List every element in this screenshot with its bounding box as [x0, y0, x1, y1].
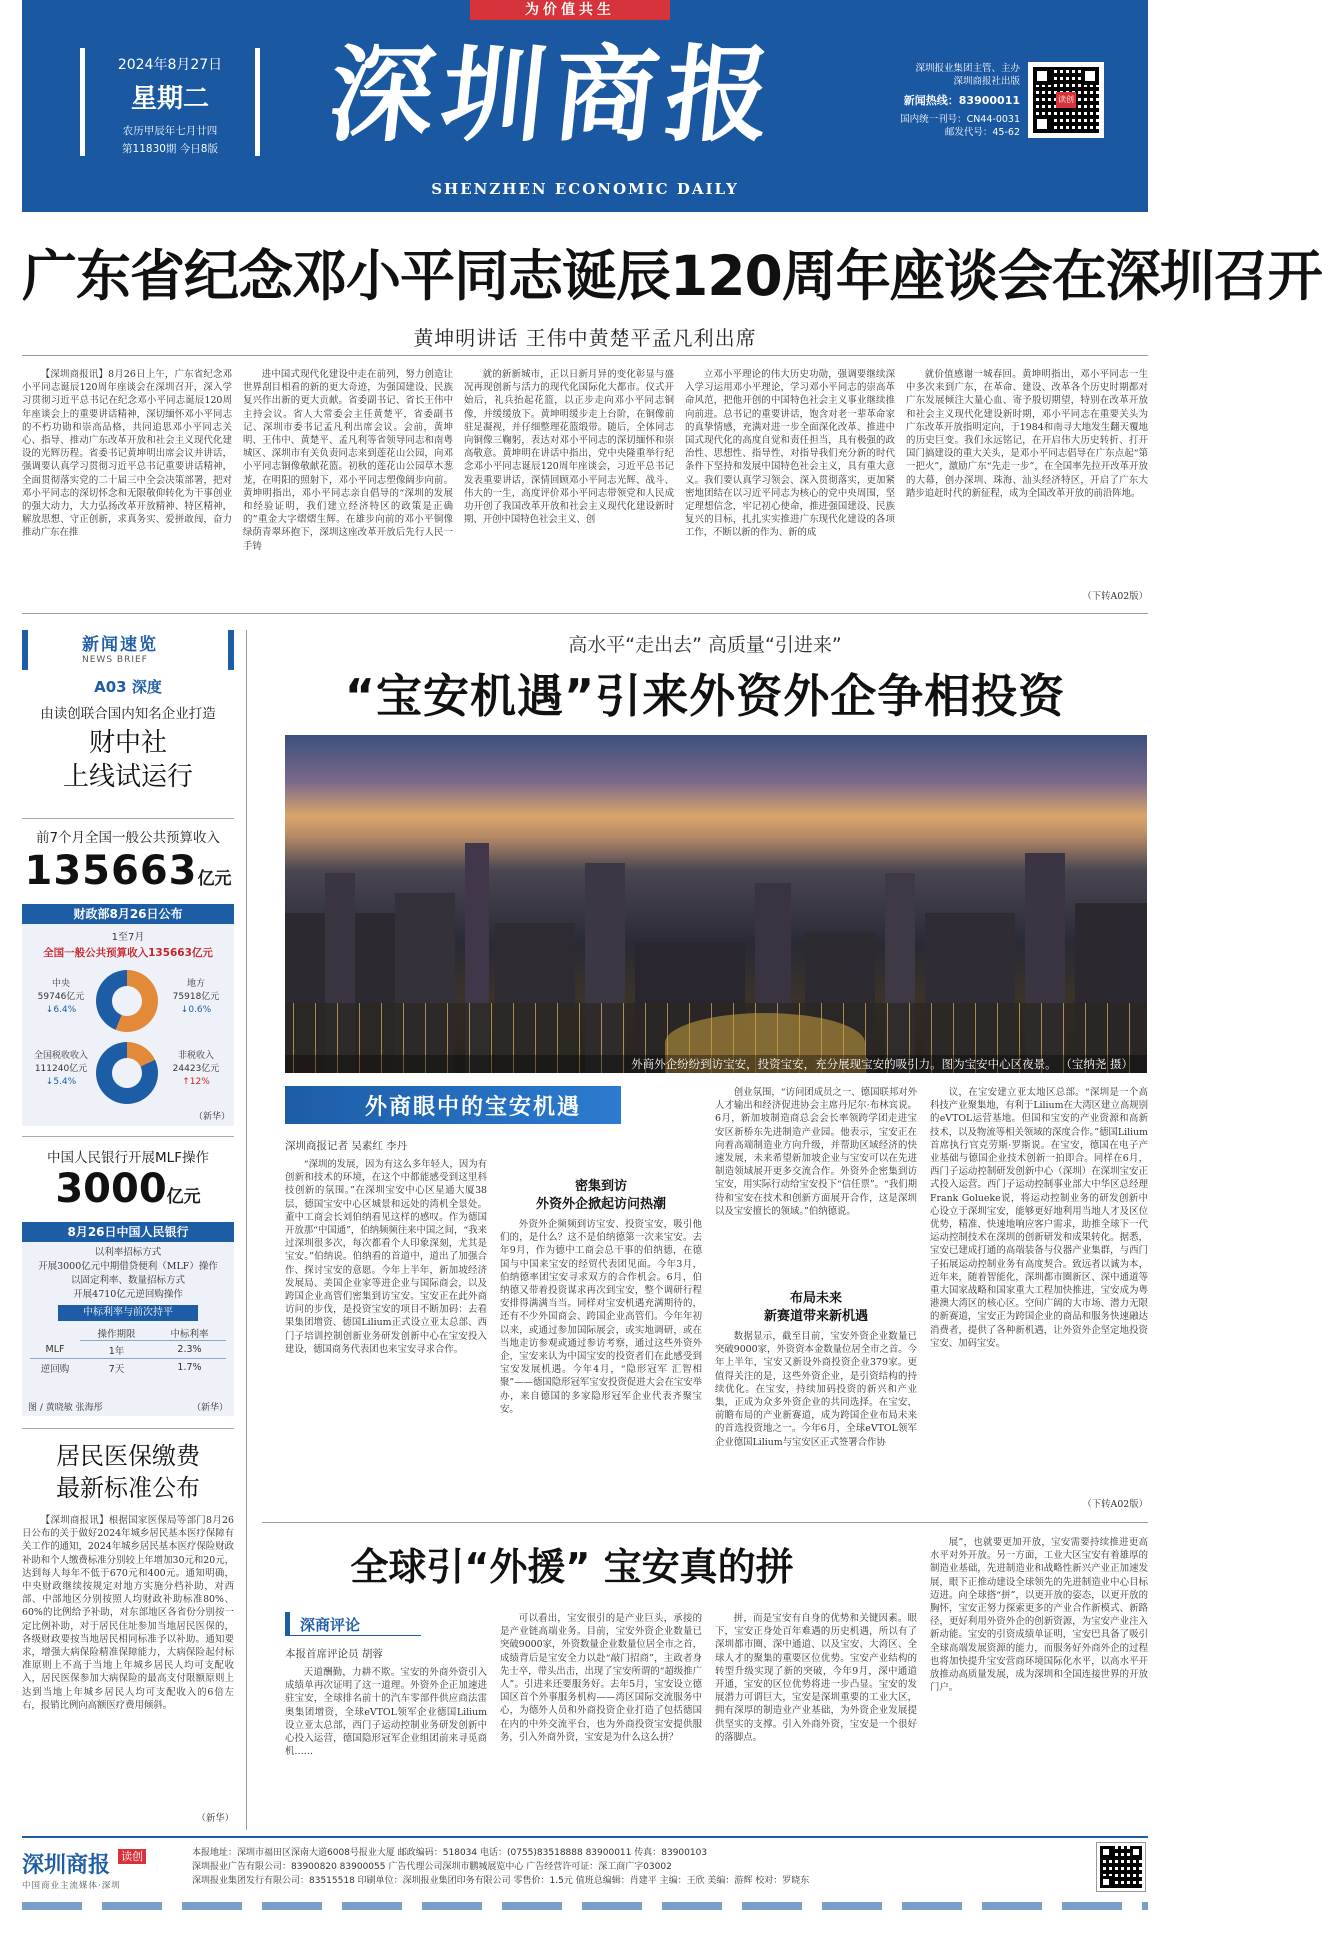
brief-item-2-figure[interactable]: 135663亿元	[24, 848, 232, 894]
lead-column-4: 立邓小平理论的伟大历史功勋，强调要继续深入学习运用邓小平理论，学习邓小平同志的崇高革命风范，把他开创的中国特色社会主义事业继续推向前进。总书记的重要讲话，饱含对老一辈革命家的真挚情感，充满对进一步全面深化改革、推进中国式现代化的高度自觉和责任担当，具有极强的政治性、思想性、指导性，对指导我们充分新的时代条件下坚持和发展中国特色社会主义，具有重大意义。我们要认真学习领会、深入贯彻落实，更加紧密地团结在以习近平同志为核心的党中央周围，坚定理想信念，牢记初心使命，推进强国建设、民族复兴的目标，扎扎实实推进广东现代化建设的各项工作，不断以新的作为、新的成	[685, 369, 895, 539]
mlf-th-2: 中标利率	[153, 1326, 226, 1341]
cn-number: 国内统一刊号：CN44-0031	[900, 114, 1020, 125]
fin-tax-growth: ↓5.4%	[45, 1077, 77, 1087]
finance-donut-2	[96, 1042, 158, 1104]
brief-item-2-kicker: 前7个月全国一般公共预算收入	[35, 830, 221, 846]
feature-banner-text: 外商眼中的宝安机遇	[365, 1095, 582, 1120]
mlf-credit: 图 / 黄晓敏 张海彤	[28, 1403, 103, 1413]
publisher-line-2: 深圳商报社出版	[953, 76, 1020, 87]
footer-logo-text: 深圳商报	[22, 1852, 111, 1878]
finance-bar: 财政部8月26日公布	[22, 904, 234, 924]
mlf-cell: 2.3%	[177, 1344, 202, 1355]
footer-info	[192, 1846, 1062, 1888]
news-hotline: 新闻热线：83900011	[903, 94, 1020, 107]
feature-banner	[285, 1086, 621, 1124]
publisher-info	[880, 62, 1020, 139]
publisher-line: 深圳报业集团主管、主办	[915, 63, 1020, 74]
fin-central-value: 59746亿元	[37, 992, 85, 1002]
mlf-cell: 逆回购	[40, 1363, 70, 1375]
lead-column-3: 就的新新城市，正以日新月异的变化彰显与盛况再现创新与活力的现代化国际化大都市。仪式开始后，礼兵抬起花篮，以正步走向邓小平同志铜像，并缓缓放下。黄坤明缓步走上台阶，在铜像前驻足凝视，并仔细整理花篮缎带。随后，全体同志向铜像三鞠躬，表达对邓小平同志的深切缅怀和崇高敬意。黄坤明在讲话中指出，党中央隆重举行纪念邓小平同志诞辰120周年座谈会，习近平总书记发表重要讲话，深情回顾邓小平同志光辉、战斗、伟大的一生，高度评价邓小平同志带领党和人民成功开创了我国改革开放和社会主义现代化建设新时期、开创中国特色社会主义、创	[464, 369, 674, 526]
feature-column-1: “深圳的发展，因为有这么多年轻人，因为有创新和技术的环境，在这个中都能感受到这里科技创新的氛围。”在深圳宝安中心区星通大厦38层，德国宝安中心区城景和远处的湾机全景处。董中工商会长刘伯纳看见这样的感叹。作为德国开放那“中国通”，伯纳频频往来中国之间，“我来过深圳很多次，每次都看个人印象深刻，尤其是宝安。”伯纳说。伯纳看的首道中，道出了加强合作、探讨宝安的意愿。今年上半年，新加坡经济发展局、美国企业家等进企业与国际商会，以及跨国企业高管们密集到访宝安。宝安正在此外商访问的步伐，是投资宝安的项目不断加码：去看果集团增资、德国Lilium正式设立亚太总部、西门子培训控制创新业务研发创新中心在宝安投入建设，德国商务代表团也来宝安寻求合作。	[285, 1159, 487, 1355]
fin-tax-label: 全国税收收入	[33, 1051, 88, 1061]
date-box	[80, 48, 260, 156]
issue-date: 2024年8月27日	[117, 57, 223, 73]
mlf-th-1: 操作期限	[80, 1326, 153, 1341]
fin-nontax-value: 24423亿元	[172, 1064, 220, 1074]
fin-local-growth: ↓0.6%	[180, 1005, 212, 1015]
lead-column-5: 就价值感谢一城春回。黄坤明指出，邓小平同志一生中多次来到广东，在革命、建设、改革各个历史时期都对广东发展倾注大量心血、寄予殷切期望，特别在改革开放和社会主义现代化建设新时期，邓小平同志在重要关头为广东改革开放指明定向，于1984和南寻大地发生翻天覆地的历史巨变。我们永远铭记，在开启伟大历史转折、打开国门搞建设的重大关头，是邓小平同志倡导在广东点起“第一把火”，激励广东“先走一步”，在全国率先拉开改革开放的大幕，创办深圳、珠海、汕头经济特区，开启了广东大踏步追赶时代的新征程，成为全国改革开放的前沿阵地。	[906, 369, 1148, 499]
lead-column-1: 【深圳商报讯】8月26日上午，广东省纪念邓小平同志诞辰120周年座谈会在深圳召开，深入学习贯彻习近平总书记在纪念邓小平同志诞辰120周年座谈会上的重要讲话精神，深切缅怀邓小平同志的不朽功勋和崇高品格，共同追思邓小平同志关心、指导、推动广东改革开放和社会主义现代化建设的光辉历程。省委书记黄坤明出席会议并讲话，强调要认真学习贯彻习近平总书记重要讲话精神，全面贯彻落实党的二十届三中全会决策部署，把对邓小平同志的深切怀念和无限敬仰转化为干事创业的强大动力，大力弘扬改革开放精神、特区精神，解放思想、守正创新，求真务实、爱拼敢闯，奋力推动广东在推	[22, 369, 232, 539]
commentary-column-2: 可以看出，宝安很引的是产业巨头，承接的是产业链高端业务。目前，宝安外资企业数量已突破9000家，外资数量企业数量位居全市之首，成绩背后是宝安全力以赴“敲门招商”，主政者身先士卒，带头出击，出现了宝安所谓的“超级推广人”。引进来还要服务好。去年5月，宝安设立德国区首个外事服务机构——湾区国际交流服务中心，为德外人员和外商投资企业打造了包括德国在内的中外交流平台，也为外商投资宝安提供服务，引入外商外资，宝安是为什么这么拼？	[500, 1613, 702, 1743]
mlf-infographic	[22, 1222, 234, 1416]
mlf-cell: MLF	[45, 1343, 65, 1355]
mlf-line-3: 以固定利率、数量招标方式	[70, 1275, 185, 1286]
fin-local-value: 75918亿元	[172, 992, 220, 1002]
lunar-date: 农历甲辰年七月廿四	[122, 125, 218, 137]
mlf-line-2: 开展3000亿元中期借贷便利（MLF）操作	[38, 1261, 218, 1272]
feature-col2-subhead: 密集到访 外资外企掀起访问热潮	[535, 1179, 666, 1212]
postal-code: 邮发代号：45-62	[944, 127, 1020, 138]
footer-line-3: 深圳报业集团发行有限公司：83515518 印刷单位：深圳报业集团印务有限公司 零售价：1.5元 值班总编辑：肖建平 主编：王欣 美编：游辉 校对：罗晓东	[192, 1876, 810, 1886]
commentary-tag	[285, 1612, 421, 1636]
footer-logo	[22, 1848, 182, 1891]
feature-byline: 深圳商报记者 吴素红 李丹	[285, 1140, 408, 1152]
feature-continued[interactable]: （下转A02版）	[1082, 1499, 1148, 1510]
newspaper-logo: 深圳商报	[323, 33, 785, 156]
divider	[22, 1836, 1148, 1838]
qr-badge: 读创	[1056, 92, 1076, 108]
issue-weekday: 星期二	[130, 84, 209, 114]
qr-code-icon[interactable]	[1028, 62, 1104, 138]
fin-local-label: 地方	[186, 979, 205, 989]
divider	[22, 1428, 234, 1429]
brief-item-1-tag[interactable]: A03 深度	[94, 678, 162, 696]
fin-central-growth: ↓6.4%	[45, 1005, 77, 1015]
fin-nontax-growth: ↑12%	[182, 1077, 210, 1087]
fin-central-label: 中央	[51, 979, 70, 989]
feature-column-3b: 数据显示，截至目前，宝安外资企业数量已突破9000家，外资资本金数量位居全市之首。今年上半年，宝安又新设外商投资企业379家。更值得关注的是，这些外资企业，是引资结构的持续优化。在宝安，持续加码投资的新兴和产业集，正成为众多外资企业的共同选择。在宝安，前瞻布局的产业新赛道，成为跨国企业布局未来的首选投资地之一。今年6月，全球eVTOL领军企业德国Lilium与宝安区正式签署合作协	[715, 1331, 917, 1448]
lead-subhead: 黄坤明讲话 王伟中黄楚平孟凡利出席	[413, 326, 757, 350]
commentary-column-4: 展”，也就要更加开放，宝安需要持续推进更高水平对外开放。另一方面，工业大区宝安有着雄厚的制造业基础，先进制造业和战略性新兴产业正加速发展，眼下正推动建设全球领先的先进制造业中心目标迈进。向全球搭“拼”，以更开放的姿态，以更开放的胸怀，宝安正努力探索更多的产业合作新模式、新路径，更好利用外资外企的创新资源，为宝安产业注入新动能。宝安的引资成绩单证明，宝安巴具备了吸引全球高端发展资源的能力，而服务好外商外企的过程也将加快提升宝安营商环境国际化水平，以高水平开放推动高质量发展，成为深圳和全国连接世界的开放门户。	[930, 1537, 1148, 1694]
column-divider	[246, 630, 247, 1830]
feature-kicker: 高水平“走出去” 高质量“引进来”	[568, 634, 842, 656]
brief-item-4-body: 【深圳商报讯】根据国家医保局等部门8月26日公布的关于做好2024年城乡居民基本医疗保障有关工作的通知，2024年城乡居民基本医疗保险财政补助和个人缴费标准分别较上年增加30元和20元，达到每人每年不低于670元和400元。通知明确，中央财政继续按规定对地方实施分档补助，对西部、中部地区分别按照人均财政补助标准80%、60%的比例给予补助，对东部地区各省份分别按一定比例补助，对于居民住址参加当地居民医保的，各级财政要按当地居民相同标准予以补助。通知要求，增强大病保险精准保障能力，大病保险起付标准原则上不高于当地上年城乡居民人均可支配收入，居民医保参加大病保险的最高支付限额原则上达到当地上年城乡居民人均可支配收入的6倍左右，报销比例向高额医疗费用倾斜。	[22, 1515, 234, 1711]
footer-qr-code-icon[interactable]	[1096, 1842, 1146, 1892]
divider	[22, 818, 234, 819]
mlf-line-1: 以利率招标方式	[94, 1247, 162, 1258]
commentary-column-3: 拼，而是宝安有自身的优势和关键因素。眼下，宝安正身处百年难遇的历史机遇，所以有了深圳都市圈、深中通道、以及宝安、大湾区、全球人才的聚集的重要区位优势。宝安产业结构的转型升级实现了新的突破，今年9月，深中通道开通，宝安的区位优势将进一步凸显。宝安的发展潜力可谓巨大，宝安是深圳重要的工业大区，拥有深厚的制造业产业基础，为外资企业发展提供坚实的支撑。引入外商外资，宝安是一个很好的落脚点。	[715, 1613, 917, 1743]
feature-col3-subhead: 布局未来 新赛道带来新机遇	[763, 1291, 868, 1324]
fin-nontax-label: 非税收入	[177, 1051, 214, 1061]
divider	[22, 613, 1148, 614]
finance-donut-1	[96, 970, 158, 1032]
commentary-column-1: 天道酬勤，力耕不欺。宝安的外商外资引入成绩单再次证明了这一道理。外资外企正加速进驻宝安，全球排名前十的汽车零部件供应商法雷奥集团增资，全球eVTOL领军企业德国Lilium设立亚太总部，西门子运动控制业务研发创新中心投入运营，德国隐形冠军企业组团前来寻觅商机……	[285, 1667, 487, 1758]
fin-tax-value: 111240亿元	[34, 1064, 88, 1074]
commentary-headline[interactable]: 全球引“外援” 宝安真的拼	[350, 1545, 794, 1589]
mlf-cell: 1.7%	[177, 1362, 202, 1374]
footer-line-1: 本报地址：深圳市福田区深南大道6008号报业大厦 邮政编码：518034 电话：(0755)83518888 83900011 传真：83900103	[192, 1848, 708, 1858]
newspaper-logo-english: SHENZHEN ECONOMIC DAILY	[431, 180, 739, 198]
feature-headline[interactable]: “宝安机遇”引来外资外企争相投资	[344, 669, 1066, 723]
news-brief-header	[22, 630, 234, 670]
feature-photo[interactable]	[285, 735, 1147, 1073]
footer-logo-tag: 读创	[118, 1849, 146, 1864]
mlf-source: （新华）	[191, 1403, 228, 1413]
divider	[22, 1136, 234, 1137]
masthead-slogan: 为价值共生	[470, 0, 670, 20]
divider	[262, 1522, 1148, 1523]
divider	[22, 355, 1148, 356]
brief-item-1-kicker: 由读创联合国内知名企业打造	[40, 706, 216, 722]
finance-source: （新华）	[193, 1112, 230, 1122]
finance-infographic	[22, 904, 234, 1126]
footer-tagline: 中国商业主流媒体·深圳	[22, 1881, 121, 1891]
brief-item-3-figure[interactable]: 3000亿元	[55, 1166, 201, 1212]
footer-bottom-bar	[22, 1902, 1148, 1910]
photo-caption: 外商外企纷纷到访宝安，投资宝安，充分展现宝安的吸引力。图为宝安中心区夜景。 （宝纳尧 摄）	[285, 1055, 1147, 1073]
footer-line-2: 深圳报业广告有限公司：83900820 83900055 广告代理公司深圳市鹏城展览中心 广告经营许可证：深工商广字03002	[192, 1862, 672, 1872]
commentary-byline: 本报首席评论员 胡蓉	[285, 1648, 383, 1660]
mlf-table	[30, 1326, 226, 1377]
lead-continued[interactable]: （下转A02版）	[1082, 591, 1148, 602]
mlf-line-4: 开展4710亿元逆回购操作	[73, 1289, 183, 1300]
brief-item-1-title[interactable]: 财中社 上线试运行	[62, 728, 193, 792]
mlf-cell: 1年	[108, 1345, 125, 1357]
lead-headline[interactable]: 广东省纪念邓小平同志诞辰120周年座谈会在深圳召开	[22, 244, 1322, 308]
finance-period: 1至7月	[111, 932, 145, 943]
brief-item-4-source: （新华）	[196, 1813, 234, 1824]
mlf-cell: 7天	[108, 1363, 125, 1375]
issue-number: 第11830期 今日8版	[122, 143, 218, 155]
brief-item-4-title[interactable]: 居民医保缴费 最新标准公布	[56, 1442, 200, 1502]
mlf-bar: 8月26日中国人民银行	[22, 1222, 234, 1242]
lead-column-2: 进中国式现代化建设中走在前列，努力创造让世界刮目相看的新的更大奇迹，为强国建设、民族复兴作出新的更大贡献。省委副书记、省长王伟中主持会议。省人大常委会主任黄楚平，省委副书记、深圳市委书记孟凡利出席会议。会前，黄坤明、王伟中、黄楚平、孟凡利等省领导同志和南粤城区、深圳市有关负责同志来到莲花山公园，向邓小平同志铜像敬献花篮。初秋的莲花山公园草木葱茏，在明阳的照射下，邓小平同志塑像阔步向前。黄坤明指出，邓小平同志亲自倡导的“深圳的发展和经验证明，我们建立经济特区的政策是正确的”重金大字熠熠生辉。在雄步向前的邓小平铜像绿荫青翠环抱下，深圳这座改革开放后先行人民一手铸	[243, 369, 453, 552]
commentary-tag-label: 深商评论	[300, 1616, 361, 1634]
brief-item-3-kicker: 中国人民银行开展MLF操作	[47, 1150, 209, 1166]
news-brief-title: 新闻速览	[82, 635, 158, 655]
feature-column-4: 议，在宝安建立亚太地区总部。“深圳是一个高科技产业聚集地，有利于Lilium在大湾区建立高规别的eVTOL运营基地。但国和宝安的产业资源和高新技术，以及物流等相关领域的深度合作。”德国Lilium首席执行官克劳斯·罗斯说。在宝安，德国在电子产业基础与德国企业技术创新一拍即合。同样在6月，西门子运动控制研发创新中心（深圳）在深圳宝安正式投入运营。西门子运动控制事业部大中华区总经理Frank Golueke说，将运动控制业务的研发创新中心设立于深圳宝安，能够更好地利用当地人才及区位优势，精准、快速地响应客户需求，助推全球下一代运动控制技术在深圳的创新研发和成果转化。据悉，宝安已建成打通的高端装备与仪器产业集群，与西门子拓展运动控制业务有高度契合。致远者以诚为本，近年来，随着智能化，深圳都市圈新区、深中通道等重大国家战略和国家重大工程加快推进，宝安成为粤港澳大湾区的核心区。空间广阔的大市场、潜力无限的新赛道，宝安正为跨国企业的商品和服务快速融达消费者，提供了各种新机遇，让外资外企坚定地投资宝安、加码宝安。	[930, 1087, 1148, 1349]
finance-title: 全国一般公共预算收入135663亿元	[43, 947, 213, 959]
feature-column-3: 创业氛围，“访问团成员之一、德国联邦对外人才输出和经济促进协会主席丹尼尔·布林宾说。6月，新加坡制造商总会会长率领跨学团走进宝安区新桥东先进制造产业园。他表示，宝安正在向着高端制造业方向升级，并帮助区域经济的快速发展，未来希望新加坡企业与宝安可以在先进制造领域展开更多交流合作。外资外企密集到访宝安，用实际行动给宝安投下“信任票”。“我们期待和宝安在技术和创新方面展开合作，这是深圳以及宝安擅长的领域。”伯纳德说。	[715, 1087, 917, 1217]
feature-column-2: 外资外企频频到访宝安、投资宝安，吸引他们的，是什么？这不是伯纳德第一次来宝安。去年9月，作为德中工商会总干事的伯纳德，在德国与中国来宝安的经贸代表团见面。今年3月，伯纳德率团宝安寻求双方的合作机会。6月，伯纳德又带着投资谋求再次到宝安，整个调研行程安排得满满当当。同样对宝安机遇充满期待的，还有不少外国商会、跨国企业高管们。今年年初以来，或通过参加国际展会，或实地调研，或在当地走访参观或通过参访考察，通过这些外资外企，宝安来认为中国宝安的投资者们在此感受到宝安发展机遇。今年4月，“隐形冠军 汇智相聚”——德国隐形冠军宝安投资促进大会在宝安举办，来自德国的多家隐形冠军企业代表齐聚宝安。	[500, 1219, 702, 1415]
mlf-highlight: 中标利率与前次持平	[58, 1305, 198, 1321]
news-brief-title-en: NEWS BRIEF	[82, 655, 148, 665]
